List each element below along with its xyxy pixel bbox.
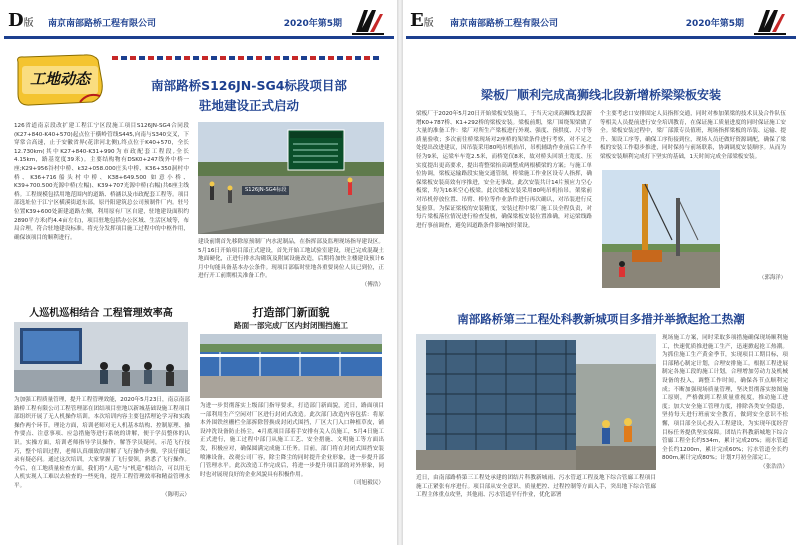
article1-title: 梁板厂顺利完成高狮线北段新增桥梁梁板安装: [480, 88, 721, 102]
article1-photo: [198, 122, 384, 234]
article1-body-right-text: 个主要考虑口安排固定人员指挥交通，同时对参加架梁的技术员及合作队伍等相关人员提前进行安全培训教育，在保证施工质量进度的同时保证施工安全。梁板安装过程中，梁厂部派专员值班，现场指挥梁板的吊装、运输、提升、架设工序等，确保工序衔接到位，现场人员还做好资源调配，确保了梁板的安装工作稳步推进，同时保持与前场联系，协调调度安装顺序。从而为梁板安装顺利完成打下坚实的基础，1天时间完成全部梁板安装。: [600, 111, 786, 160]
article1-photo-caption: S126JN-SG4标段: [242, 186, 289, 195]
issue-number: 2020年第5期: [283, 19, 342, 29]
utility-tunnel-photo: [416, 334, 656, 470]
article1-photo: [602, 170, 720, 288]
header-rule: [4, 36, 394, 39]
fence-construction-photo: [200, 334, 382, 398]
article1-body: 126省道南京段改扩建工程江宁区段施工项目S126JN-SG4合同段(K27+840-K40+570)起点位于横岭管线S445,向南与S340交叉，下穿常合高速，止于安徽省界(花津河北侧),终点位于K40+570，全长12.730km(其中K27+840-K31+990为市政配套工程段,全长4.15km，路基宽度39米)。主要结构物有DSK0+247线外中桥一座;K29+956谷村中桥、k32+058.000庄头中桥、K36+350洞村中桥、K36+716船头村中桥、K38+649.500 如意小桥、K39+700.500光源中桥(左幅)、K39+707光源中桥(右幅)共6座主线桥。工程规模包括用地范围内的道路、桥涵以及市政配套工程等。项目部选址位于江宁区横溪街道东部，原丹阳建筑总公司预制件厂内。驻号位置K39+600处新建道路左侧，利用原有厂区自建，驻地建设面积约2890平方米(约4.4亩左右)，项目驻地包括办公区域、生活区域等，布局合理，符合驻地建设标准。将充分发挥项目施工过程中的中枢作用，确保该项目的顺利进行。: [14, 123, 189, 241]
version-label: [410, 10, 434, 31]
company-name: 南京南部路桥工程有限公司: [48, 19, 157, 29]
header-rule: [406, 36, 796, 39]
article2-credit: （张浩浩）: [760, 463, 788, 470]
article3-body-text: 为进一步贯彻落实上级部门指导要求，打造部门新面貌，近日，路面项目一部利用生产空闲对厂区进行封闭式改造。此次部门改造内容包括：将原本外围铁丝栅栏全部拆除替换成封闭式围挡，厂区大门入口种植草皮，铺设冲洗设备防止扬尘。4月底项目部着手安排有关人员施工，5月4日施工正式进行，施工过程中部门从施工工艺、安全措施、文明施工等方面出发，积极应对，确保圆满完成施工任务。目前，部门将在封闭式围挡安装喷淋设备，改观公司厂容，除尘降尘的同时提升企业形象，进一步提升部门管理水平。此次改造工作完成后，将进一步提升项目部的对外形象，同时也对展现良好的企业风貌具有积极作用。: [200, 403, 384, 478]
article1-title-line2: 驻地建设正式启动: [198, 98, 299, 113]
version-label: [8, 10, 34, 31]
article3-credit: （司旭毅民）: [350, 480, 384, 487]
page-d: [4, 0, 394, 545]
article2-title: 人巡机巡相结合 工程管理效率高: [29, 308, 173, 319]
article2-body-right-text: 现场施工方案，同时采取多项措施确保现场顺利施工，快速优质推进施工生产，迅速掀起抢工热潮。为抓住施工生产黄金季节，实现项目工期目标，项目部精心制定计划，合理安排施工。根据工程进展制定各施工段的施工计划，合理增加劳动力及机械设备的投入，调整工作时间，确保各节点顺利完成；不断加强现场质量管理，坚决贯彻落实按图施工原则，严格做到工程质量重视度，推动施工进度；加大安全施工管理力度，排除各类安全隐患，坚持每天进行班前安全教育，做到安全意识不松懈，项目部全员心投入工程建设，为实现年度经营目标任务提供坚实保障。团结片科教新城地下综合管廊工程全长约534m，累计完成20%；雨水管道全长约1200m，累计完成60%；污水管道全长约800m,累计完成80%；计划7月初全部完工。: [662, 335, 788, 462]
article3-subtitle: 路面一部完成厂区内封闭围挡施工: [234, 321, 348, 330]
article2-body-text: 为加强工程质量管理，提升工程管理效能，2020年5月23日，南京南部路桥工程有限公司工程管理部在团结项目驻地以新城基础设施工程项目部组织开展了无人机操作培训。本次培训内容主要包括理论学习和实践操作两个环节。理论方面，培训老师对无人机基本结构、控制原理、操作要点、注意事项、应急措施等进行系统的讲解，便于学员整体的认识。实操方面，培训老师指导学员操作，解答学员疑问，示范飞行技巧，整个培训过程，老师认真细致的讲解了飞行操作步骤，学员仔细记录有疑必问。通过这次培训，大家掌握了飞行要领，熟悉了飞行操作。今后，在工地质量检查方面，我们将“人巡”与“机巡”相结合，可以用无人机实现人工难以去检查的一些死角，提升工程管理效率和精益管理水平。: [14, 397, 190, 489]
site-news-badge-label: 工地动态: [29, 70, 90, 88]
article2-body: 近日，由南部路桥第三工程处承建的团结片科教新城雨、污水管道工程及地下综合管廊工程项目施工正紧张有序进行。项目部从安全意识、质量把控、过程控制等方面入手，突出地下综合管廊工程主体重点攻坚，其他雨、污水管道平行作业，优化部署: [416, 475, 656, 499]
article1-body: 梁板厂于2020年5月20日开始梁板安装施工，于当天完成高狮线北段新增K0+787桥、K1+292桥的梁板安装。梁板前期，梁厂围绕架梁做了大量的准备工作：梁厂对所生产梁板进行外观、强度、预拱度、尺寸等质量验收；多次前往桥梁现场对2座桥的架梁条件进行考察，对不足之处提出改进建议，因吊装采用80吨吊机抬吊，吊机辅助作业前后工作半径为9米，运梁车车宽2.5米，而桥宽仅8米，故对桥头回填土宽度、压实度提出更高要求，提出将整梁抬高调整成两根横梁的方案；与施工单位协调，梁板运输路段实施交通管制，桥梁施工作业区设专人指挥，确保梁板安装高效有序推进，安全无事故。此次安装共计14片预应力空心板梁，均为16米空心板梁。此次梁板安装采用80吨吊机抬吊。架梁前对吊机停放位置、吊臂、桥位等作业条件进行再次确认，对吊装进行反复验算。为保证梁板的安装精度，安装过程中梁厂施工员全程负责，对每片梁板落位情况进行检查复核，确保梁板安装位置准确，对运梁线路进行事前调查，避免因道路条件影响按时架设。: [416, 111, 592, 229]
page-spine: [397, 0, 403, 545]
page-e: [406, 0, 796, 545]
article1-credit: （傅浩）: [361, 281, 384, 288]
article1-title-line1: 南部路桥S126JN-SG4标段项目部: [151, 78, 347, 93]
page-header: [406, 4, 796, 40]
article2-body-right: [662, 334, 788, 534]
version-letter: D: [8, 10, 24, 31]
page-header: [4, 4, 394, 40]
article2-photo: [416, 334, 656, 470]
company-logo-icon: [752, 4, 788, 38]
article1-body2: [198, 238, 384, 296]
article1-body-right: [600, 110, 786, 168]
pile-driver-photo: [602, 170, 720, 288]
article3-title: 打造部门新面貌: [252, 306, 330, 319]
article1-body-right-cont: [724, 170, 786, 290]
version-suffix: 版: [23, 18, 34, 29]
company-logo-icon: [350, 4, 386, 38]
article2-title: 南部路桥第三工程处科教新城项目多措并举掀起抢工热潮: [457, 312, 745, 326]
version-letter: E: [410, 10, 424, 31]
article2-photo: [14, 322, 188, 392]
construction-site-photo: [198, 122, 384, 234]
article1-body2-text: 建设前期首先移除原预制厂内水泥制品，在指挥部及监理现场指导建设区。5月16日开始项目部正式建设，首先开始工地试验室建设，现已完成混凝土地面硬化，正进行排水沟砌筑及附属设施改造，后期将加快主楼建设预计6月中旬能具备基本办公条件。现项目部临时驻地各重要岗位人员已到位，正进行开工前期相关准备工作。: [198, 239, 384, 280]
drone-training-photo: [14, 322, 188, 392]
version-suffix: 版: [423, 18, 434, 29]
article1-credit: （郭海洋）: [759, 275, 786, 281]
title-decor-stripe: [112, 56, 382, 60]
article3-body: [200, 402, 384, 536]
article3-photo: [200, 334, 382, 398]
issue-number: 2020年第5期: [685, 19, 744, 29]
article2-body: [14, 396, 190, 536]
company-name: 南京南部路桥工程有限公司: [450, 19, 559, 29]
article2-credit: （陈明云）: [162, 491, 190, 498]
